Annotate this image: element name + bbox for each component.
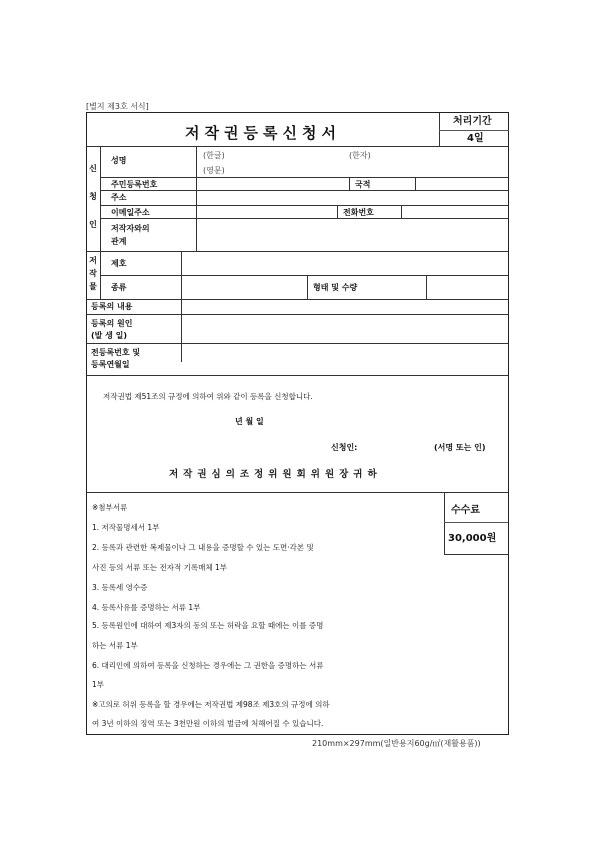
attachment-item: 1. 저작물명세서 1부 (92, 523, 160, 532)
attachment-item: 6. 대리인에 의하여 등록을 신청하는 경우에는 그 권한을 증명하는 서류 (92, 661, 324, 670)
applicant-label-2: 청 (89, 192, 97, 201)
email-label: 이메일주소 (111, 208, 150, 217)
work-label-2: 작 (89, 269, 97, 278)
attachment-warning: ※고의로 허위 등록을 할 경우에는 저작권법 제98조 제3호의 규정에 의하 (92, 700, 330, 709)
relation-label-line1: 저작자와의 (111, 224, 150, 233)
registration-form (86, 112, 509, 735)
attachment-warning: 여 3년 이하의 징역 또는 3천만원 이하의 벌금에 처해어질 수 있습니다. (92, 719, 324, 728)
resident-number-label: 주민등록번호 (111, 180, 158, 189)
name-label: 성명 (111, 156, 127, 165)
work-label-1: 저 (89, 256, 97, 265)
address-label: 주소 (111, 193, 127, 202)
attachment-item: 3. 등록세 영수증 (92, 583, 148, 592)
declaration-date: 년 월 일 (235, 417, 264, 426)
work-label-3: 물 (89, 282, 97, 291)
previous-registration-label-line1: 전등록번호 및 (91, 348, 141, 357)
processing-period-value: 4일 (467, 133, 484, 144)
attachment-item: 2. 등록과 관련한 복제물이나 그 내용을 증명할 수 있는 도면·각본 및 (92, 543, 314, 552)
work-title-label: 제호 (111, 259, 127, 268)
attachment-item: 사진 등의 서류 또는 전자적 기록매체 1부 (92, 563, 227, 572)
attachment-item: 4. 등록사유를 증명하는 서류 1부 (92, 603, 201, 612)
applicant-label-3: 인 (89, 220, 97, 229)
fee-label: 수수료 (451, 505, 480, 516)
processing-period-label: 처리기간 (453, 116, 492, 127)
hanja-name-hint: (한자) (349, 151, 371, 160)
registration-cause-label-line1: 등록의 원인 (91, 319, 133, 328)
registration-cause-label-line2: (발 생 일) (91, 331, 128, 340)
form-number-tag: [별지 제3호 서식] (86, 102, 149, 111)
fee-value: 30,000원 (448, 533, 497, 544)
previous-registration-label-line2: 등록연월일 (91, 360, 130, 369)
nationality-label: 국적 (355, 180, 371, 189)
registration-content-label: 등록의 내용 (91, 302, 133, 311)
form-quantity-label: 형태 및 수량 (313, 283, 358, 292)
attachment-item: 1부 (92, 680, 105, 689)
work-type-label: 종류 (111, 283, 127, 292)
relation-label-line2: 관계 (111, 237, 127, 246)
signature-hint: (서명 또는 인) (434, 443, 486, 452)
attachments-header: ※첨부서류 (92, 503, 128, 512)
paper-spec-footer: 210mm×297mm(일반용지60g/㎡(재활용품)) (312, 739, 481, 748)
phone-label: 전화번호 (343, 208, 374, 217)
english-name-hint: (영문) (203, 166, 225, 175)
applicant-signature-label: 신청인: (331, 443, 358, 452)
attachment-item: 5. 등록원인에 대하여 제3자의 동의 또는 허락을 요할 때에는 이를 증명 (92, 621, 324, 630)
form-title: 저작권등록신청서 (185, 124, 341, 142)
declaration-text: 저작권법 제51조의 규정에 의하여 위와 같이 등록을 신청합니다. (103, 392, 313, 401)
applicant-label-1: 신 (89, 164, 97, 173)
recipient-line: 저작권심의조정위원회위원장귀하 (169, 469, 382, 480)
attachment-item: 하는 서류 1부 (92, 641, 138, 650)
korean-name-hint: (한글) (203, 151, 225, 160)
